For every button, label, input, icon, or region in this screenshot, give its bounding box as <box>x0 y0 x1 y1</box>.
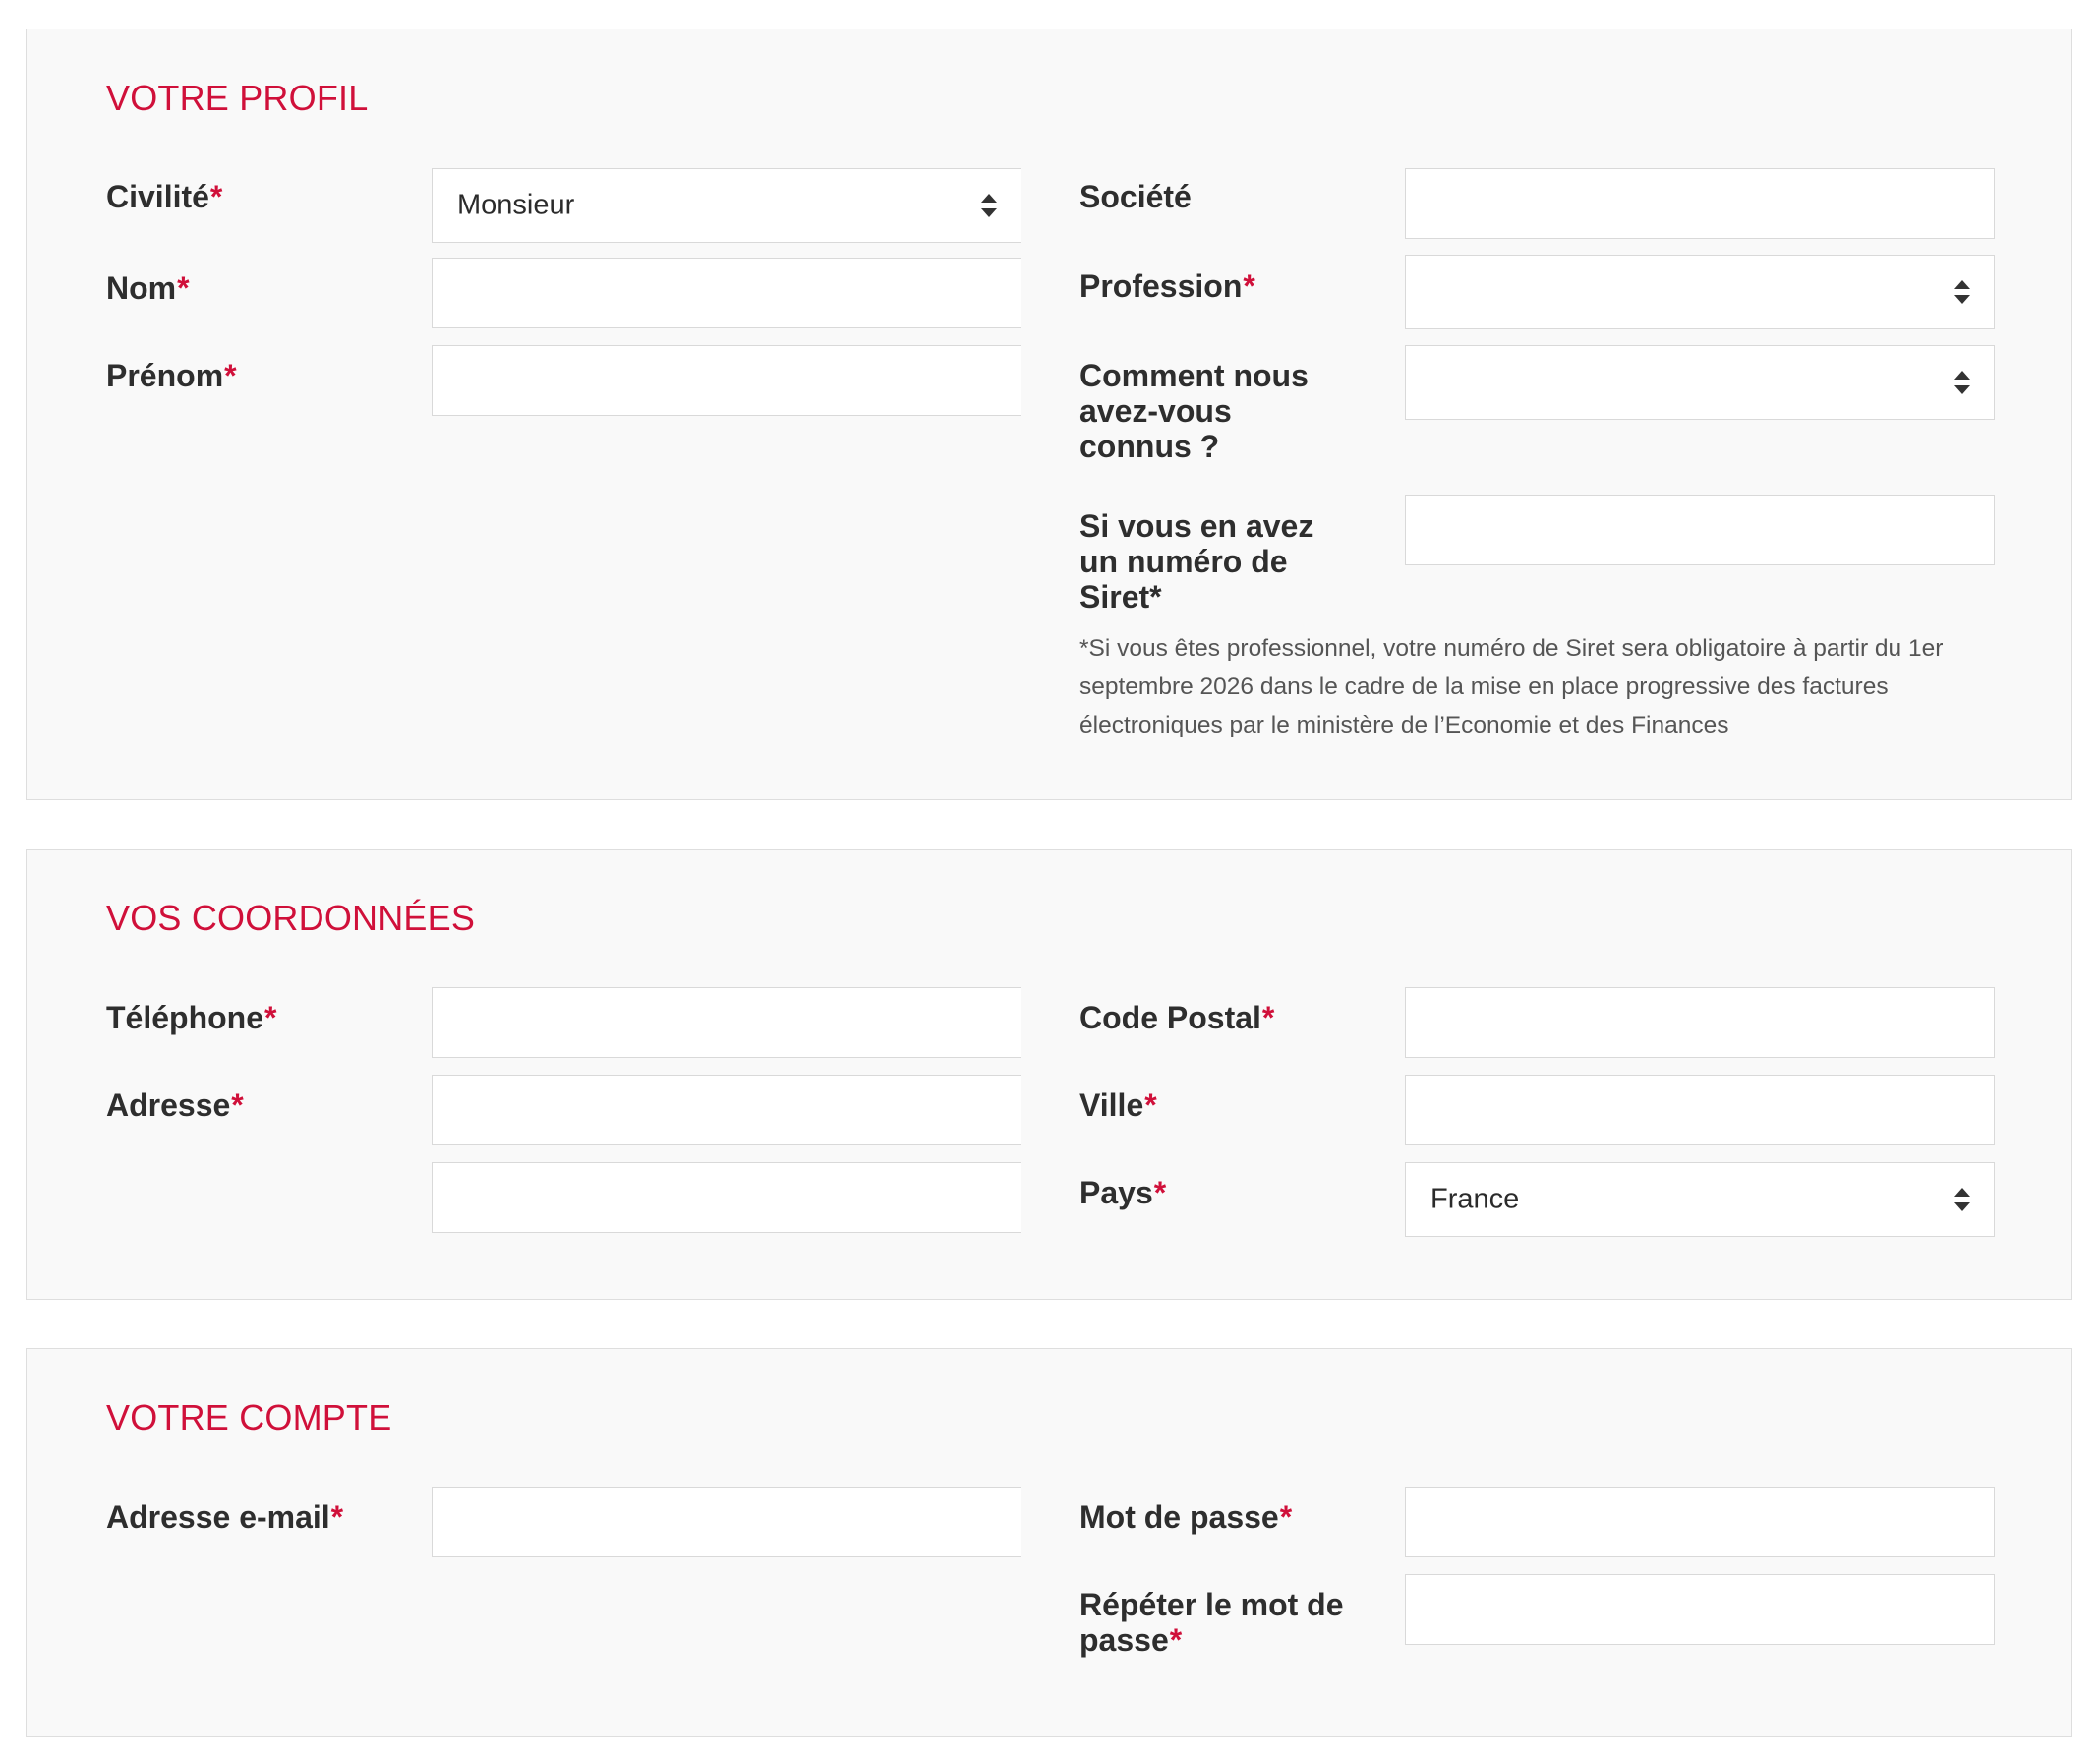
profession-label-text: Profession <box>1079 268 1243 304</box>
select-arrows-icon <box>1954 1188 1970 1211</box>
password-repeat-label-text: Répéter le mot de passe <box>1079 1587 1344 1658</box>
adresse-input-line2[interactable] <box>432 1162 1021 1233</box>
pays-label-text: Pays <box>1079 1175 1153 1210</box>
required-marker: * <box>330 1499 344 1535</box>
connus-label-text: Comment nous avez-vous connus ? <box>1079 358 1309 464</box>
required-marker: * <box>1243 268 1255 304</box>
nom-label-text: Nom <box>106 270 177 306</box>
pays-label <box>1079 1175 1365 1210</box>
required-marker: * <box>177 270 190 306</box>
required-marker: * <box>1279 1499 1293 1535</box>
prenom-label <box>106 358 237 393</box>
societe-input[interactable] <box>1405 168 1995 239</box>
nom-input[interactable] <box>432 258 1021 328</box>
siret-input[interactable] <box>1405 495 1995 565</box>
profile-section-title: VOTRE PROFIL <box>106 78 369 118</box>
societe-label <box>1079 179 1365 214</box>
account-section <box>26 1348 2072 1737</box>
ville-label-text: Ville <box>1079 1087 1144 1123</box>
required-marker: * <box>1153 1175 1167 1210</box>
required-marker: * <box>209 179 223 214</box>
profession-label <box>1079 268 1365 304</box>
required-marker: * <box>1149 579 1162 615</box>
password-label-text: Mot de passe <box>1079 1499 1279 1535</box>
password-repeat-input[interactable] <box>1405 1574 1995 1645</box>
civilite-label-text: Civilité <box>106 179 209 214</box>
required-marker: * <box>1144 1087 1157 1123</box>
required-marker: * <box>1169 1622 1183 1658</box>
nom-label <box>106 270 190 306</box>
civilite-label <box>106 179 222 214</box>
required-marker: * <box>224 358 237 393</box>
code-postal-label-text: Code Postal <box>1079 1000 1261 1035</box>
profile-section <box>26 29 2072 800</box>
email-label-text: Adresse e-mail <box>106 1499 330 1535</box>
societe-label-text: Société <box>1079 179 1192 214</box>
telephone-input[interactable] <box>432 987 1021 1058</box>
adresse-label <box>106 1087 244 1123</box>
select-arrows-icon <box>1954 371 1970 394</box>
adresse-input-line1[interactable] <box>432 1075 1021 1145</box>
account-section-title: VOTRE COMPTE <box>106 1397 392 1437</box>
prenom-input[interactable] <box>432 345 1021 416</box>
connus-label <box>1079 358 1340 464</box>
ville-label <box>1079 1087 1365 1123</box>
required-marker: * <box>264 1000 277 1035</box>
siret-note: *Si vous êtes professionnel, votre numéro de Siret sera obligatoire à partir du 1er septembre 2026 dans le cadre de la mise en place progressive des factures électroniques par le ministère de l’Economie et des Finances <box>1079 634 1944 738</box>
civilite-select[interactable] <box>432 168 1021 243</box>
password-label <box>1079 1499 1365 1535</box>
password-input[interactable] <box>1405 1487 1995 1557</box>
prenom-label-text: Prénom <box>106 358 224 393</box>
password-repeat-label <box>1079 1587 1355 1658</box>
contact-section <box>26 849 2072 1300</box>
siret-label <box>1079 508 1350 615</box>
profession-select[interactable] <box>1405 255 1995 329</box>
civilite-select-value: Monsieur <box>457 189 575 221</box>
telephone-label-text: Téléphone <box>106 1000 264 1035</box>
telephone-label <box>106 1000 276 1035</box>
contact-section-title: VOS COORDONNÉES <box>106 898 476 938</box>
pays-select[interactable] <box>1405 1162 1995 1237</box>
required-marker: * <box>1261 1000 1275 1035</box>
select-arrows-icon <box>981 194 997 217</box>
email-input[interactable] <box>432 1487 1021 1557</box>
select-arrows-icon <box>1954 280 1970 304</box>
code-postal-input[interactable] <box>1405 987 1995 1058</box>
email-label <box>106 1499 343 1535</box>
ville-input[interactable] <box>1405 1075 1995 1145</box>
adresse-label-text: Adresse <box>106 1087 231 1123</box>
code-postal-label <box>1079 1000 1365 1035</box>
siret-label-text: Si vous en avez un numéro de Siret <box>1079 508 1314 615</box>
pays-select-value: France <box>1430 1183 1520 1215</box>
required-marker: * <box>231 1087 244 1123</box>
connus-select[interactable] <box>1405 345 1995 420</box>
